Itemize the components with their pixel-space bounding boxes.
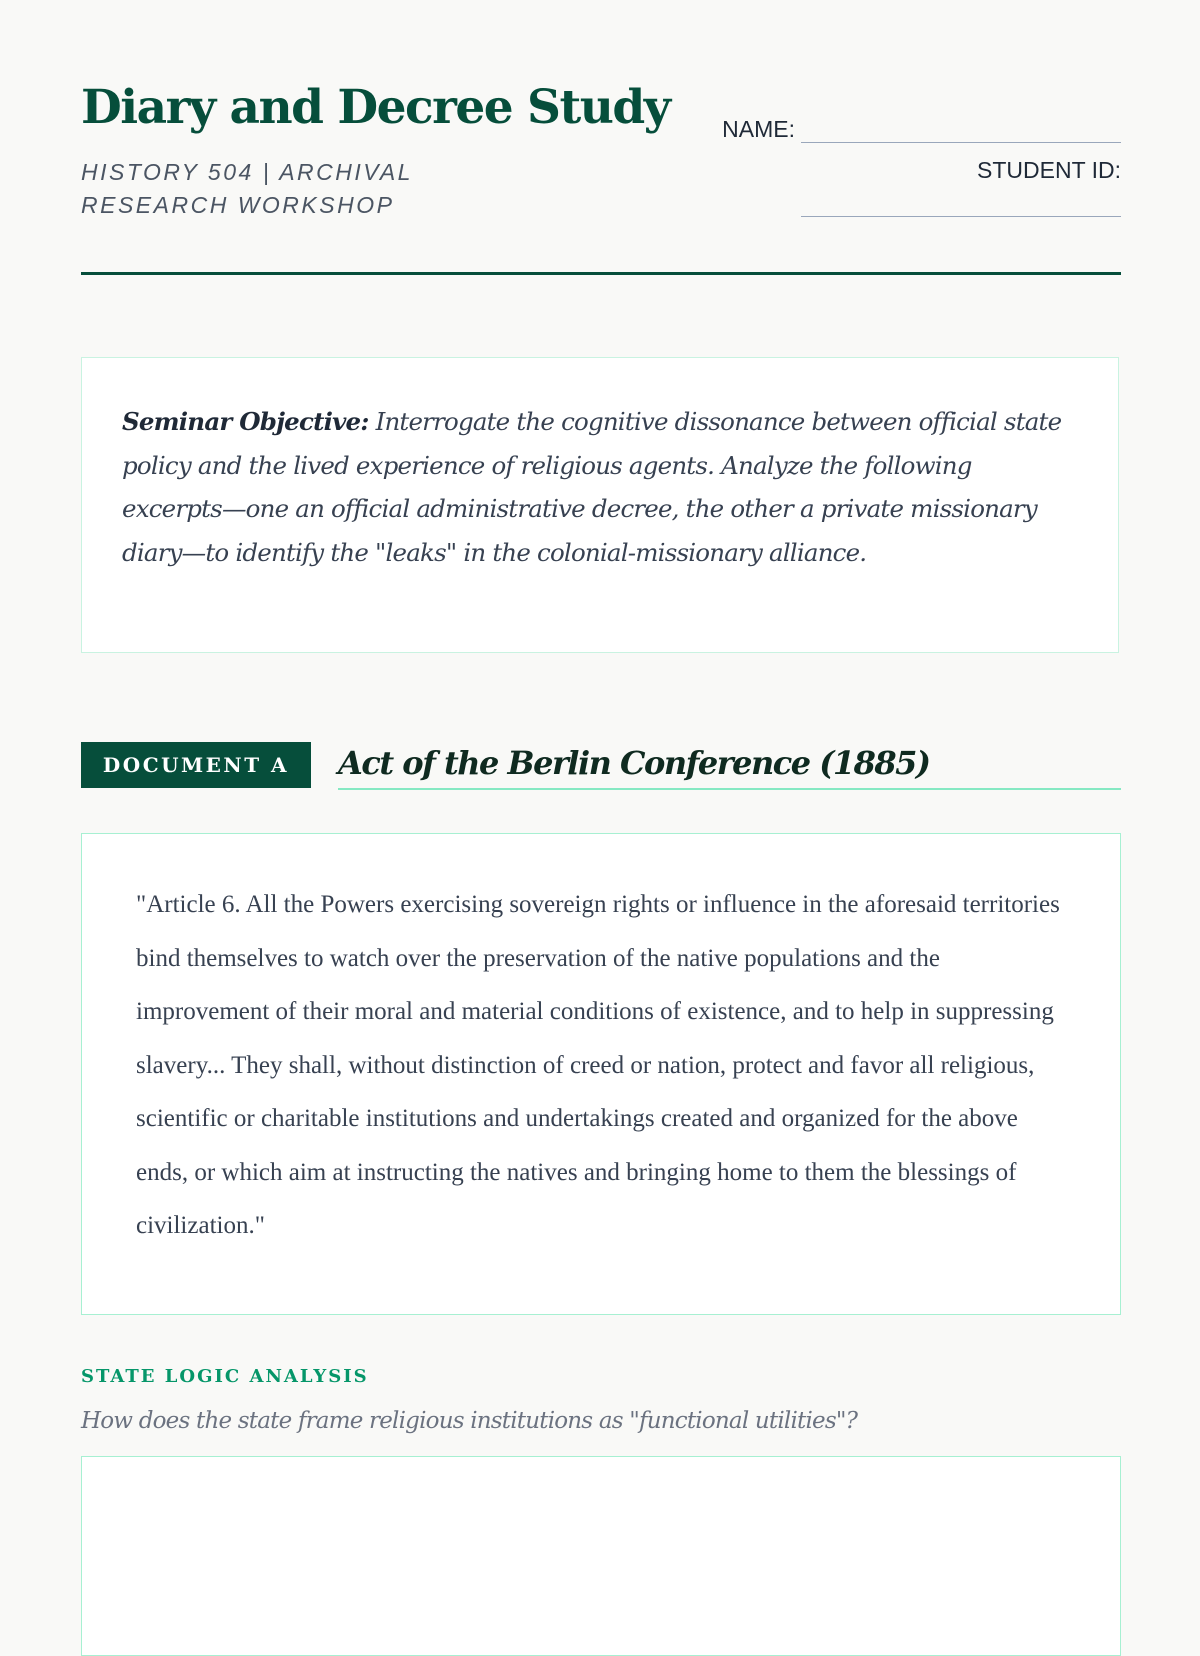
name-field[interactable]: [801, 120, 1121, 143]
header: [81, 0, 1121, 280]
worksheet: [81, 0, 1121, 1434]
analysis-question: How does the state frame religious institutions as "functional utilities"?: [81, 1408, 858, 1434]
objective-label: Seminar Objective:: [122, 407, 369, 436]
name-label: NAME:: [722, 116, 795, 142]
header-divider: [81, 272, 1121, 275]
document-a-quote: "Article 6. All the Powers exercising sovereign rights or influence in the aforesaid territories bind themselves to watch over the preservation of the native populations and the improvement of their moral and material conditions of existence, and to help in suppressing slavery... They shall, without distinction of creed or nation, protect and favor all religious, scientific or charitable institutions and undertakings created and organized for the above ends, or which aim at instructing the natives and bringing home to them the blessings of civilization.": [81, 833, 1121, 1315]
analysis-answer-box[interactable]: [81, 1456, 1121, 1656]
analysis-label: STATE LOGIC ANALYSIS: [81, 1366, 369, 1387]
seminar-objective: [81, 357, 1119, 653]
objective-text: Interrogate the cognitive dissonance between official state policy and the lived experience of religious agents. Analyze the following excerpts—one an official administrative decree, the other a private missionary diary—to identify the "leaks" in the colonial-missionary alliance.: [122, 407, 1062, 567]
document-a-header: [81, 742, 1121, 790]
student-id-field[interactable]: [801, 184, 1121, 217]
student-fields: [721, 116, 1121, 217]
document-title: Act of the Berlin Conference (1885): [338, 742, 1121, 790]
page-title: Diary and Decree Study: [81, 80, 670, 135]
student-id-label: STUDENT ID:: [977, 157, 1121, 183]
document-badge: DOCUMENT A: [81, 742, 311, 788]
course-subtitle: HISTORY 504 | ARCHIVAL RESEARCH WORKSHOP: [81, 159, 413, 218]
